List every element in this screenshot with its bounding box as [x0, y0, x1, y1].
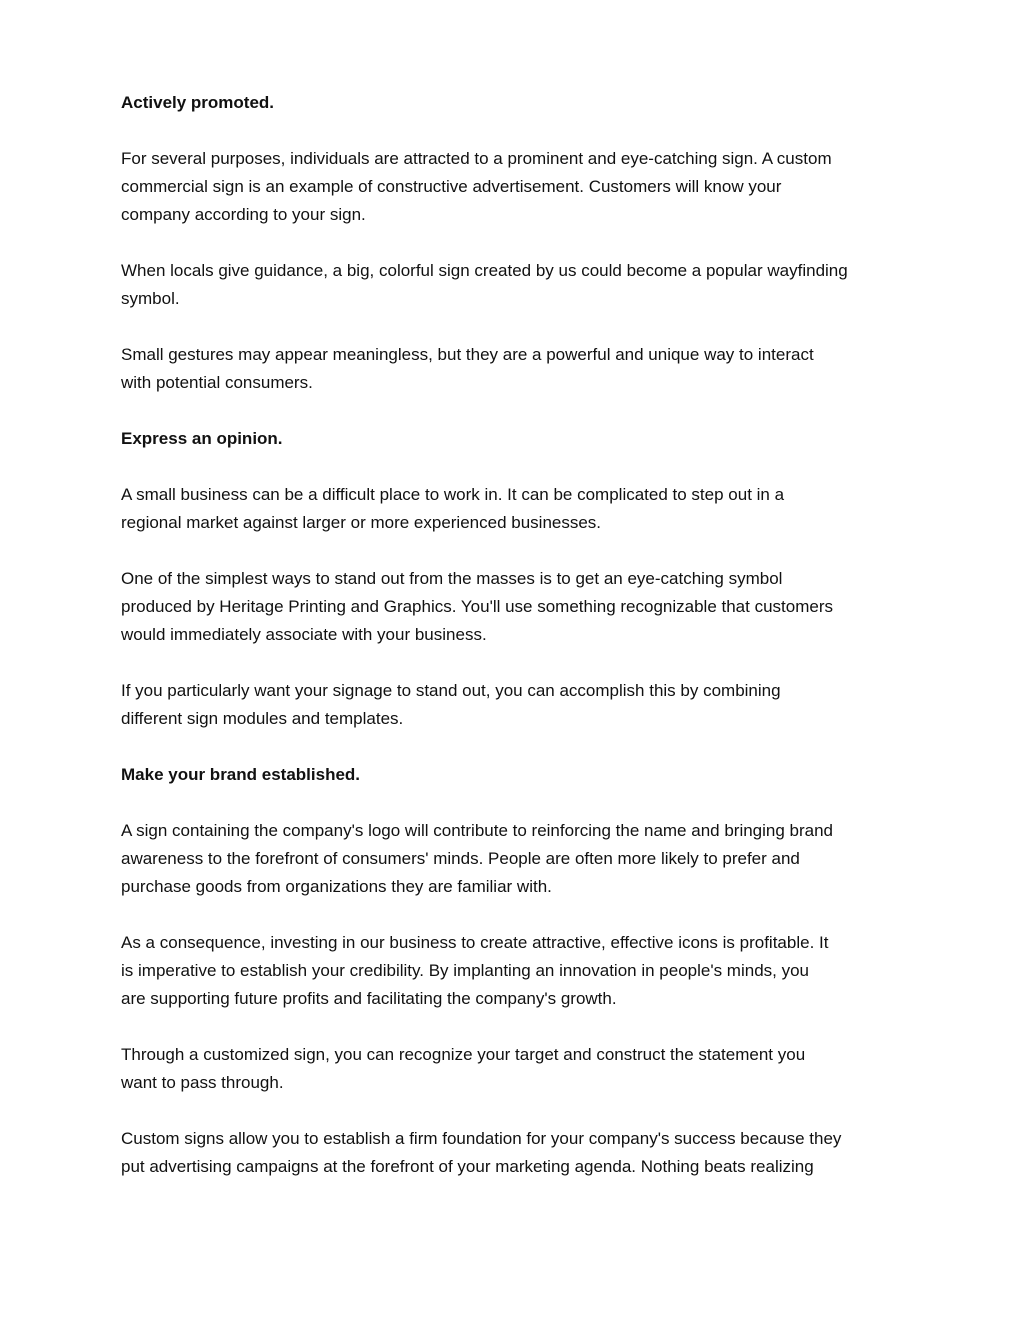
paragraph-customized-sign	[121, 1041, 911, 1097]
paragraph-line: produced by Heritage Printing and Graphics. You'll use something recognizable that customers	[121, 597, 833, 616]
paragraph-line: purchase goods from organizations they are familiar with.	[121, 877, 552, 896]
paragraph-line: A small business can be a difficult place to work in. It can be complicated to step out in a	[121, 485, 785, 504]
paragraph-line: A sign containing the company's logo will contribute to reinforcing the name and bringing brand	[121, 821, 834, 840]
paragraph-custom-signs-foundation	[121, 1125, 911, 1181]
paragraph-line: symbol.	[121, 289, 180, 308]
paragraph-line: want to pass through.	[121, 1073, 284, 1092]
heading-text: Make your brand established.	[121, 765, 361, 784]
paragraph-signage-modules	[121, 677, 911, 733]
paragraph-line: regional market against larger or more experienced businesses.	[121, 513, 602, 532]
paragraph-line: with potential consumers.	[121, 373, 313, 392]
paragraph-investing	[121, 929, 911, 1013]
paragraph-line: When locals give guidance, a big, colorful sign created by us could become a popular wayfinding	[121, 261, 848, 280]
paragraph-stand-out	[121, 565, 911, 649]
paragraph-line: commercial sign is an example of constructive advertisement. Customers will know your	[121, 177, 782, 196]
paragraph-small-business	[121, 481, 911, 537]
section-heading-brand-established	[121, 761, 911, 789]
paragraph-line: different sign modules and templates.	[121, 709, 404, 728]
document-page	[121, 89, 911, 1209]
paragraph-line: One of the simplest ways to stand out from the masses is to get an eye-catching symbol	[121, 569, 783, 588]
paragraph-line: would immediately associate with your business.	[121, 625, 487, 644]
paragraph-line: company according to your sign.	[121, 205, 366, 224]
section-heading-actively-promoted	[121, 89, 911, 117]
paragraph-line: put advertising campaigns at the forefront of your marketing agenda. Nothing beats realizing	[121, 1157, 814, 1176]
paragraph-line: For several purposes, individuals are attracted to a prominent and eye-catching sign. A custom	[121, 149, 832, 168]
paragraph-prominent-sign	[121, 145, 911, 229]
paragraph-wayfinding	[121, 257, 911, 313]
paragraph-line: Small gestures may appear meaningless, but they are a powerful and unique way to interact	[121, 345, 814, 364]
section-heading-express-opinion	[121, 425, 911, 453]
paragraph-line: Through a customized sign, you can recognize your target and construct the statement you	[121, 1045, 806, 1064]
paragraph-line: If you particularly want your signage to stand out, you can accomplish this by combining	[121, 681, 781, 700]
paragraph-line: is imperative to establish your credibility. By implanting an innovation in people's minds, you	[121, 961, 810, 980]
paragraph-company-logo	[121, 817, 911, 901]
paragraph-line: are supporting future profits and facilitating the company's growth.	[121, 989, 617, 1008]
heading-text: Express an opinion.	[121, 429, 283, 448]
paragraph-line: awareness to the forefront of consumers' minds. People are often more likely to prefer and	[121, 849, 800, 868]
paragraph-line: As a consequence, investing in our business to create attractive, effective icons is profitable. It	[121, 933, 829, 952]
heading-text: Actively promoted.	[121, 93, 275, 112]
paragraph-line: Custom signs allow you to establish a firm foundation for your company's success because they	[121, 1129, 842, 1148]
paragraph-small-gestures	[121, 341, 911, 397]
